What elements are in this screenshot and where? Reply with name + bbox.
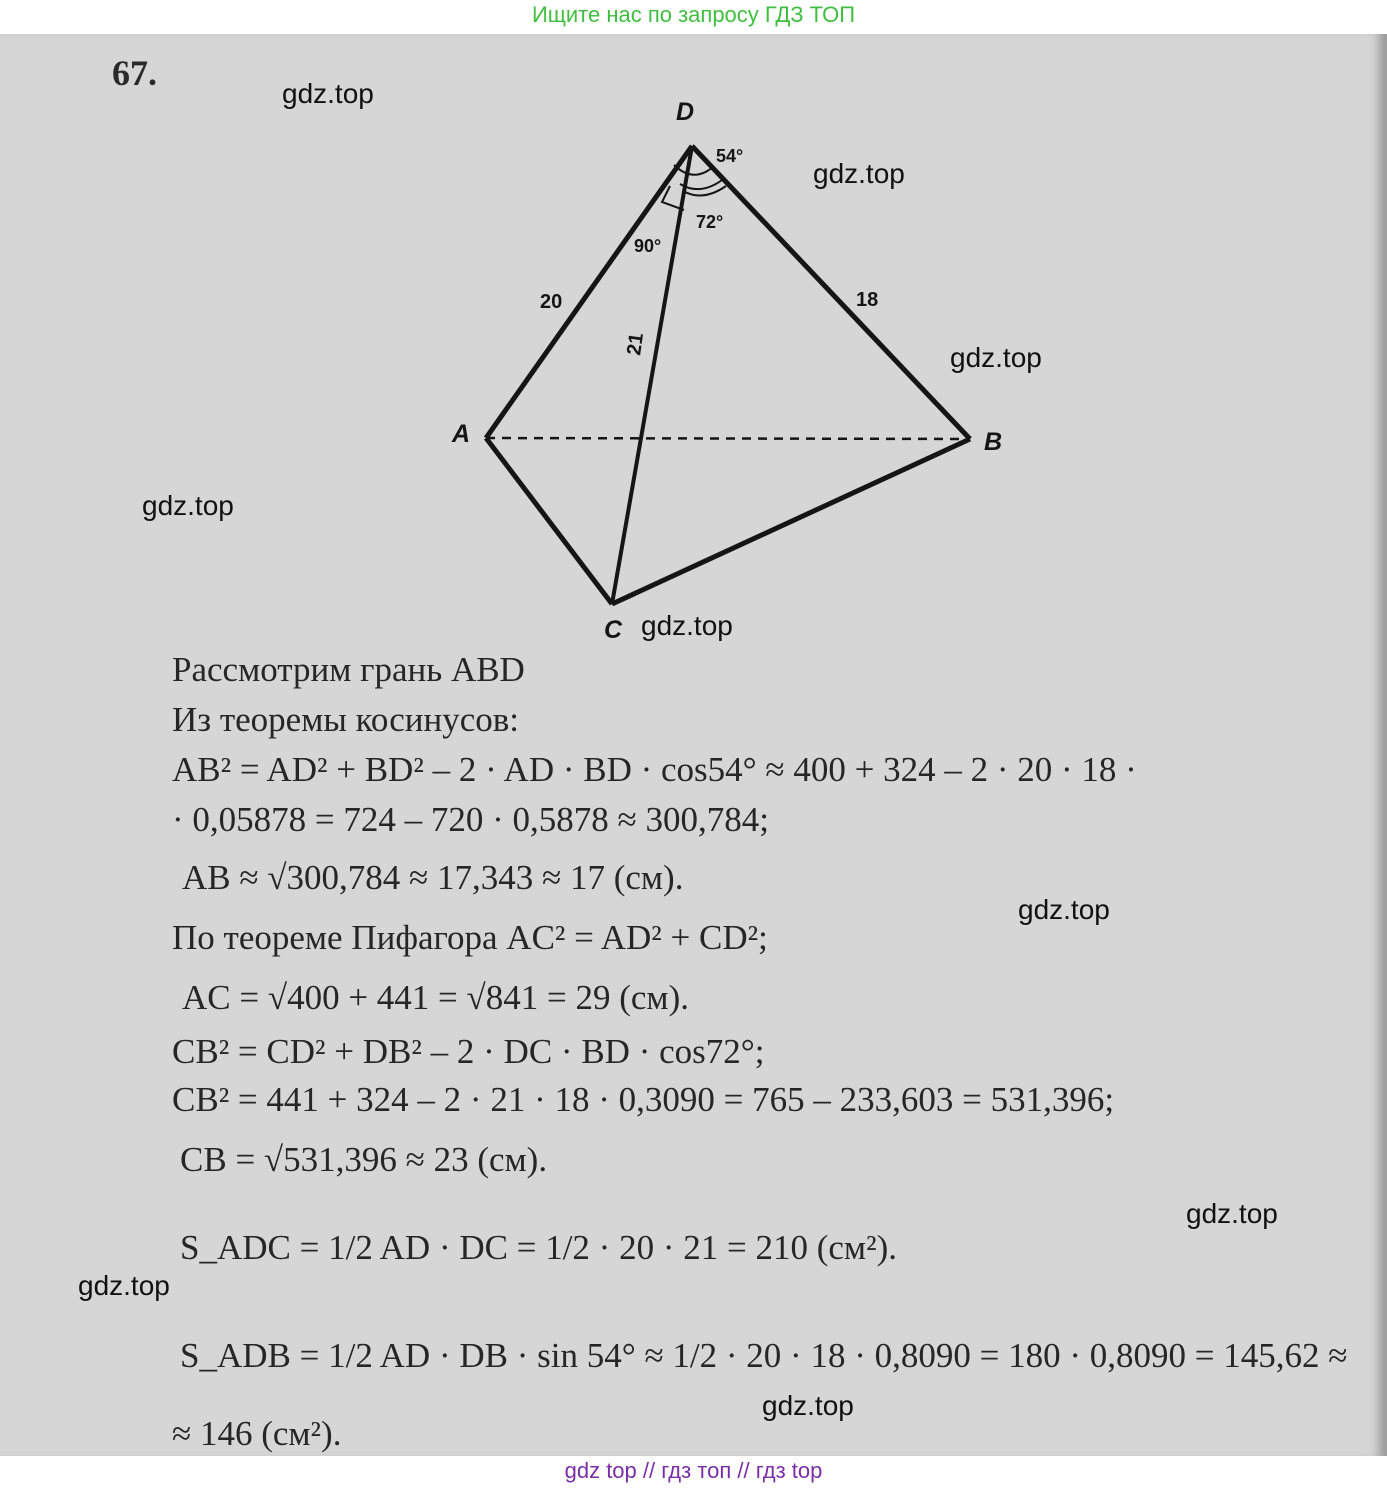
solution-line: CB² = 441 + 324 – 2 · 21 · 18 · 0,3090 = 765 – 233,603 = 531,396; xyxy=(172,1080,1115,1119)
watermark: gdz.top xyxy=(282,78,374,109)
watermark: gdz.top xyxy=(142,490,234,521)
angle-label-54: 54° xyxy=(716,146,744,166)
edge-label-AD: 20 xyxy=(540,291,563,313)
watermark: gdz.top xyxy=(1018,894,1110,925)
solution-line: Рассмотрим грань ABD xyxy=(172,650,525,689)
solution-line: AB ≈ √300,784 ≈ 17,343 ≈ 17 (см). xyxy=(182,858,684,897)
solution-line: AB² = AD² + BD² – 2 · AD · BD · cos54° ≈ 400 + 324 – 2 · 20 · 18 · xyxy=(172,750,1137,789)
solution-line: Из теоремы косинусов: xyxy=(172,700,520,739)
watermark: gdz.top xyxy=(762,1390,854,1421)
solution-line: По теореме Пифагора AC² = AD² + CD²; xyxy=(172,918,768,957)
watermark: gdz.top xyxy=(78,1270,170,1301)
solution-text xyxy=(172,0,1372,1456)
solution-line: S_ADC = 1/2 AD · DC = 1/2 · 20 · 21 = 210 (см²). xyxy=(180,1228,897,1267)
bottom-banner: gdz top // гдз топ // гдз top xyxy=(0,1456,1387,1490)
edge-label-CD: 21 xyxy=(623,331,649,357)
vertex-label-B: B xyxy=(984,428,1003,456)
vertex-label-A: A xyxy=(452,420,471,448)
top-banner: Ищите нас по запросу ГДЗ ТОП xyxy=(0,0,1387,34)
watermark: gdz.top xyxy=(1186,1198,1278,1229)
watermark: gdz.top xyxy=(641,610,733,641)
vertex-label-D: D xyxy=(676,98,695,126)
problem-number: 67. xyxy=(112,53,157,93)
solution-line: AC = √400 + 441 = √841 = 29 (см). xyxy=(182,978,689,1017)
solution-line: CB² = CD² + DB² – 2 · DC · BD · cos72°; xyxy=(172,1032,765,1071)
solution-line: CB = √531,396 ≈ 23 (см). xyxy=(180,1140,548,1179)
edge-label-BD: 18 xyxy=(856,289,879,311)
solution-line: S_ADB = 1/2 AD · DB · sin 54° ≈ 1/2 · 20 · 18 · 0,8090 = 180 · 0,8090 = 145,62 ≈ xyxy=(180,1336,1348,1375)
angle-label-90: 90° xyxy=(634,236,662,256)
vertex-label-C: C xyxy=(604,616,623,644)
solution-line: · 0,05878 = 724 – 720 · 0,5878 ≈ 300,784; xyxy=(172,800,769,839)
watermark: gdz.top xyxy=(813,158,905,189)
solution-line: ≈ 146 (см²). xyxy=(172,1414,342,1453)
watermark: gdz.top xyxy=(950,342,1042,373)
angle-label-72: 72° xyxy=(696,212,724,232)
